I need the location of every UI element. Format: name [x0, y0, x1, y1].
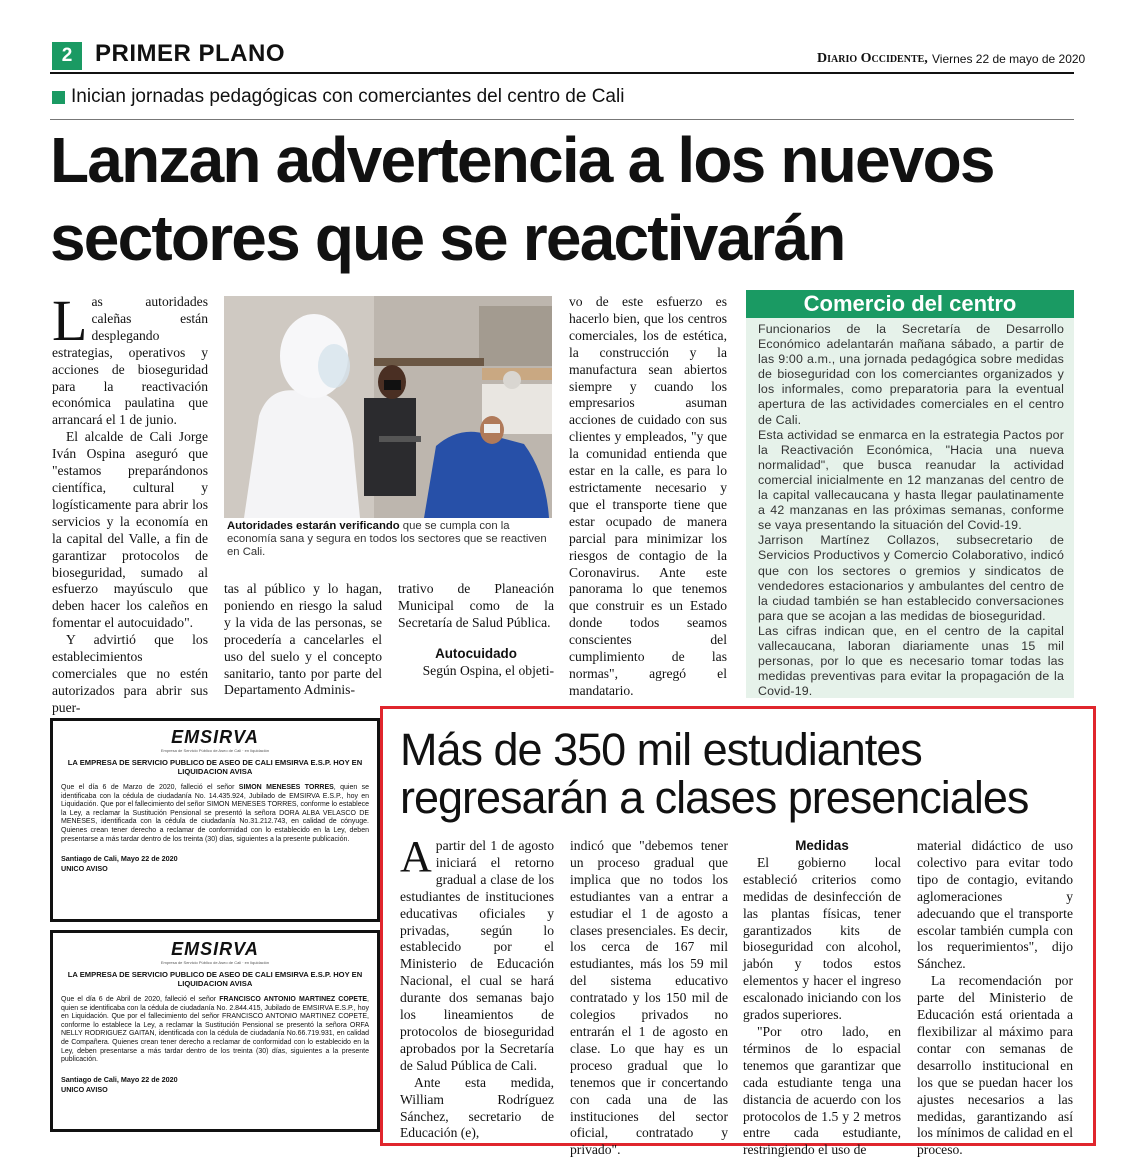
emsirva-logo-text: EMSIRVA: [171, 727, 259, 747]
main-article-paragraph: Según Ospina, el objeti-: [422, 662, 554, 678]
notice-signature: [61, 1075, 369, 1095]
notice-signature: [61, 854, 369, 874]
header-rule: [50, 72, 1074, 74]
second-article-paragraph: El gobierno local estableció criterios como medidas de desinfección de las plantas físicas, tener garantizados kits de bioseguridad con alcohol, jabón y todos estos elementos y hacer el ingreso escalonado iniciando con los grados superiores.: [743, 854, 901, 1023]
masthead-newspaper: Diario Occidente,: [817, 51, 928, 66]
notice-deceased-name: FRANCISCO ANTONIO MARTINEZ COPETE: [219, 996, 368, 1003]
notice-city-date: Santiago de Cali, Mayo 22 de 2020: [61, 854, 178, 864]
sidebar-body: [758, 322, 1064, 699]
notice-body-text: , quien se identificaba con la cédula de ciudadanía No. 14.435.924, Jubilado de EMSIRVA E.S.P., hoy en Liquidación. Que por el fallecimiento del señor SIMON MENESES TORRES, conforme lo establece la Ley, a reclamar la Sustitución Pensional se presentó la señora DORA ALBA VELASCO DE MENESES, identificada con la cédula de ciudadanía No.31.212.743, en calidad de cónyuge. Quienes crean tener derecho a reclamar de conformidad con lo establecido en la Ley, deben presentarse a más tardar dentro de los treinta (30) días, siguientes a la presente publicación.: [61, 784, 370, 843]
barbershop-photo-illustration: [224, 296, 552, 518]
emsirva-logo: [53, 939, 377, 960]
emsirva-logo: [53, 727, 377, 748]
sidebar-paragraph: Jarrison Martínez Collazos, subsecretario de Servicios Productivos y Comercio Colaborativo, indicó que con los sectores o gremios y sindicatos de vendedores estacionarios y ambulantes del centro de la ciudad también se han establecido conversaciones para que se acojan a las medidas de bioseguridad.: [758, 533, 1064, 623]
headline-line2: sectores que se reactivarán: [50, 202, 845, 274]
section-title: PRIMER PLANO: [95, 40, 286, 67]
sidebar-title: Comercio del centro: [746, 290, 1074, 318]
page-number-badge: 2: [52, 42, 82, 70]
main-article-column-4: [569, 294, 727, 700]
main-article-dropcap: L: [52, 288, 88, 353]
photo-caption-text: que se cumpla con la economía sana y segura en todos los sectores que se reactiven en Cali.: [227, 520, 547, 559]
second-article-subhead: Medidas: [795, 838, 849, 853]
sidebar-paragraph: Funcionarios de la Secretaría de Desarrollo Económico adelantarán mañana sábado, a partir de las 9:00 a.m., una jornada pedagógica sobre medidas de bioseguridad con los comerciantes organizados y los informales, como preparatoria para la eventual apertura de las actividades comerciales en el centro de Cali.: [758, 322, 1064, 427]
notice-body: [61, 996, 369, 1065]
notice-type: UNICO AVISO: [61, 1084, 108, 1094]
notice-deceased-name: SIMON MENESES TORRES: [238, 784, 334, 791]
notice-heading: LA EMPRESA DE SERVICIO PUBLICO DE ASEO DE CALI EMSIRVA E.S.P. HOY EN LIQUIDACION AVISA: [67, 758, 363, 776]
emsirva-logo-text: EMSIRVA: [171, 939, 259, 959]
notice-heading: LA EMPRESA DE SERVICIO PUBLICO DE ASEO DE CALI EMSIRVA E.S.P. HOY EN LIQUIDACION AVISA: [67, 970, 363, 988]
second-article-paragraph: Ante esta medida, William Rodríguez Sánchez, secretario de Educación (e),: [400, 1074, 554, 1141]
notice-type: UNICO AVISO: [61, 864, 108, 874]
notice-body-text: Que el día 6 de Abril de 2020, falleció el señor: [61, 996, 220, 1003]
notice-city-date: Santiago de Cali, Mayo 22 de 2020: [61, 1074, 178, 1084]
second-article-paragraph: "Por otro lado, en términos de lo espacial tenemos que garantizar que cada estudiante tenga una distancia de acuerdo con los protocolos de 1.5 y 2 metros entre cada estudiante, restringiendo el uso de: [743, 1023, 901, 1158]
emsirva-logo-sub: Empresa de Servicio Público de Aseo de Cali · en liquidación: [160, 748, 270, 753]
headline-line1: Lanzan advertencia a los nuevos: [50, 124, 994, 196]
sidebar-paragraph: Esta actividad se enmarca en la estrategia Pactos por la Reactivación Económica, "Hacia una nueva normalidad", que busca reanudar la actividad comercial inicialmente en 12 manzanas del centro de la capital vallecaucana y hasta llegar paulatinamente a 42 manzanas en las próximas semanas, conforme se vaya presentando la situación del Covid-19.: [758, 427, 1064, 533]
second-article-paragraph: La recomendación por parte del Ministerio de Educación está orientada a flexibilizar al máximo para contar con semanas de desarrollo institucional en los que se puedan hacer los ajustes necesarios a las medidas, garantizando así los mínimos de calidad en el proceso.: [917, 973, 1073, 1158]
second-article-paragraph: material didáctico de uso colectivo para evitar todo tipo de contagio, evitando aglomeraciones y adecuando que el transporte escolar también cumpla con los requerimientos", dijo Sánchez.: [917, 838, 1073, 972]
second-article-column-4: [917, 838, 1073, 1159]
notice-body-text: , quien se identificaba con la cédula de ciudadanía No. 2.844.415, Jubilado de EMSIRVA E.S.P., hoy en Liquidación. Que por el fallecimiento del señor FRANCISCO ANTONIO MARTINEZ COPETE, conforme lo establece la Ley, a reclamar la Sustitución Pensional se presentó la señora ORFA NELLY RODRIGUEZ GAITAN, identificada con la cédula de ciudadanía No.66.719.931, en calidad de Compañera. Quienes crean tener derecho a reclamar de conformidad con lo establecido en la Ley, deben presentarse a más tardar dentro de los treinta (30) días, siguientes a la presente publicación.: [61, 996, 369, 1064]
second-article-dropcap: A: [400, 832, 432, 881]
photo-caption-bold: Autoridades estarán verificando: [227, 520, 400, 532]
main-article-paragraph: trativo de Planeación Municipal como de la Secretaría de Salud Pública.: [398, 581, 554, 630]
second-headline-line1: Más de 350 mil estudiantes: [400, 724, 922, 775]
barbershop-photo: [224, 296, 552, 518]
second-article-column-3: [743, 838, 901, 1159]
emsirva-logo-sub: Empresa de Servicio Público de Aseo de Cali · en liquidación: [160, 960, 270, 965]
second-article-column-2: [570, 838, 728, 1159]
photo-caption: [227, 520, 551, 560]
main-article-subhead: Autocuidado: [435, 645, 517, 661]
main-article-column-3: [398, 581, 554, 680]
main-article-paragraph: tas al público y lo hagan, poniendo en riesgo la salud y la vida de las personas, se procedería a cancelarles el uso del suelo y el concepto sanitario, tanto por parte del Departamento Adminis-: [224, 581, 382, 698]
notice-body-text: Que el día 6 de Marzo de 2020, falleció el señor: [61, 784, 239, 791]
kicker: Inician jornadas pedagógicas con comerciantes del centro de Cali: [71, 86, 625, 107]
masthead-date: Viernes 22 de mayo de 2020: [932, 52, 1086, 66]
second-article-column-1: [400, 832, 554, 1142]
main-article-paragraph: as autoridades caleñas están desplegando estrategias, operativos y acciones de bioseguridad para la reactivación económica paulatina que arrancará el 1 de junio.: [52, 294, 208, 428]
obituary-notice: [50, 718, 380, 922]
main-article-paragraph: El alcalde de Cali Jorge Iván Ospina aseguró que "estamos preparándonos científica, cultural y logísticamente para abrir los servicios y la economía en la capital del Valle, a fin de garantizar protocolos de bioseguridad, sumado al esfuerzo mayúsculo que deben hacer los caleños en fomentar el autocuidado".: [52, 429, 208, 631]
sidebar-paragraph: Las cifras indican que, en el centro de la capital vallecaucana, laboran diariamente unas 15 mil personas, por lo que es necesario tomar todas las medidas preventivas para evitar la propagación de la Covid-19.: [758, 623, 1064, 699]
second-article-paragraph: indicó que "debemos tener un proceso gradual que implica que no todos los estudiantes van a entrar a estudiar el 1 de agosto a clases presenciales. Es decir, los cerca de 167 mil estudiantes, más los 59 mil del sistema educativo contratado y los 150 mil de colegios privados no entrarán el 1 de agosto en clase. Lo que hay es un proceso gradual que lo tenemos que ir concertando con cada una de las instituciones del sector oficial, contratado y privado".: [570, 838, 728, 1158]
obituary-notice: [50, 930, 380, 1132]
second-headline-line2: regresarán a clases presenciales: [400, 772, 1029, 823]
notice-body: [61, 784, 369, 844]
kicker-square: [52, 91, 65, 104]
main-article-column-1: [52, 288, 208, 717]
main-article-paragraph: Y advirtió que los establecimientos comerciales que no estén autorizados para abrir sus puer-: [52, 632, 208, 715]
main-article-column-2: [224, 581, 382, 699]
second-article-paragraph: partir del 1 de agosto iniciará el retorno gradual a clase de los estudiantes de instituciones educativas oficiales y privadas, según lo establecido por el Ministerio de Educación Nacional, el cual se hará durante dos semanas bajo los lineamientos de protocolos de bioseguridad aprobados por la Secretaría de Salud Pública de Cali.: [400, 838, 554, 1073]
main-article-paragraph: vo de este esfuerzo es hacerlo bien, que los centros comerciales, los de estética, la construcción y la manufactura sean abiertos siempre y cuando los empresarios asuman acciones de cuidado con sus clientes y empleados, "y que la comunidad entienda que estar en la calle, es para lo estrictamente necesario y que el transporte tiene que estar ocupado de manera parcial para minimizar los riesgos de contagio de la Coronavirus. Ante este panorama lo que tenemos que construir es un Estado donde todos seamos conscientes del cumplimiento de las normas", agregó el mandatario.: [569, 294, 727, 698]
